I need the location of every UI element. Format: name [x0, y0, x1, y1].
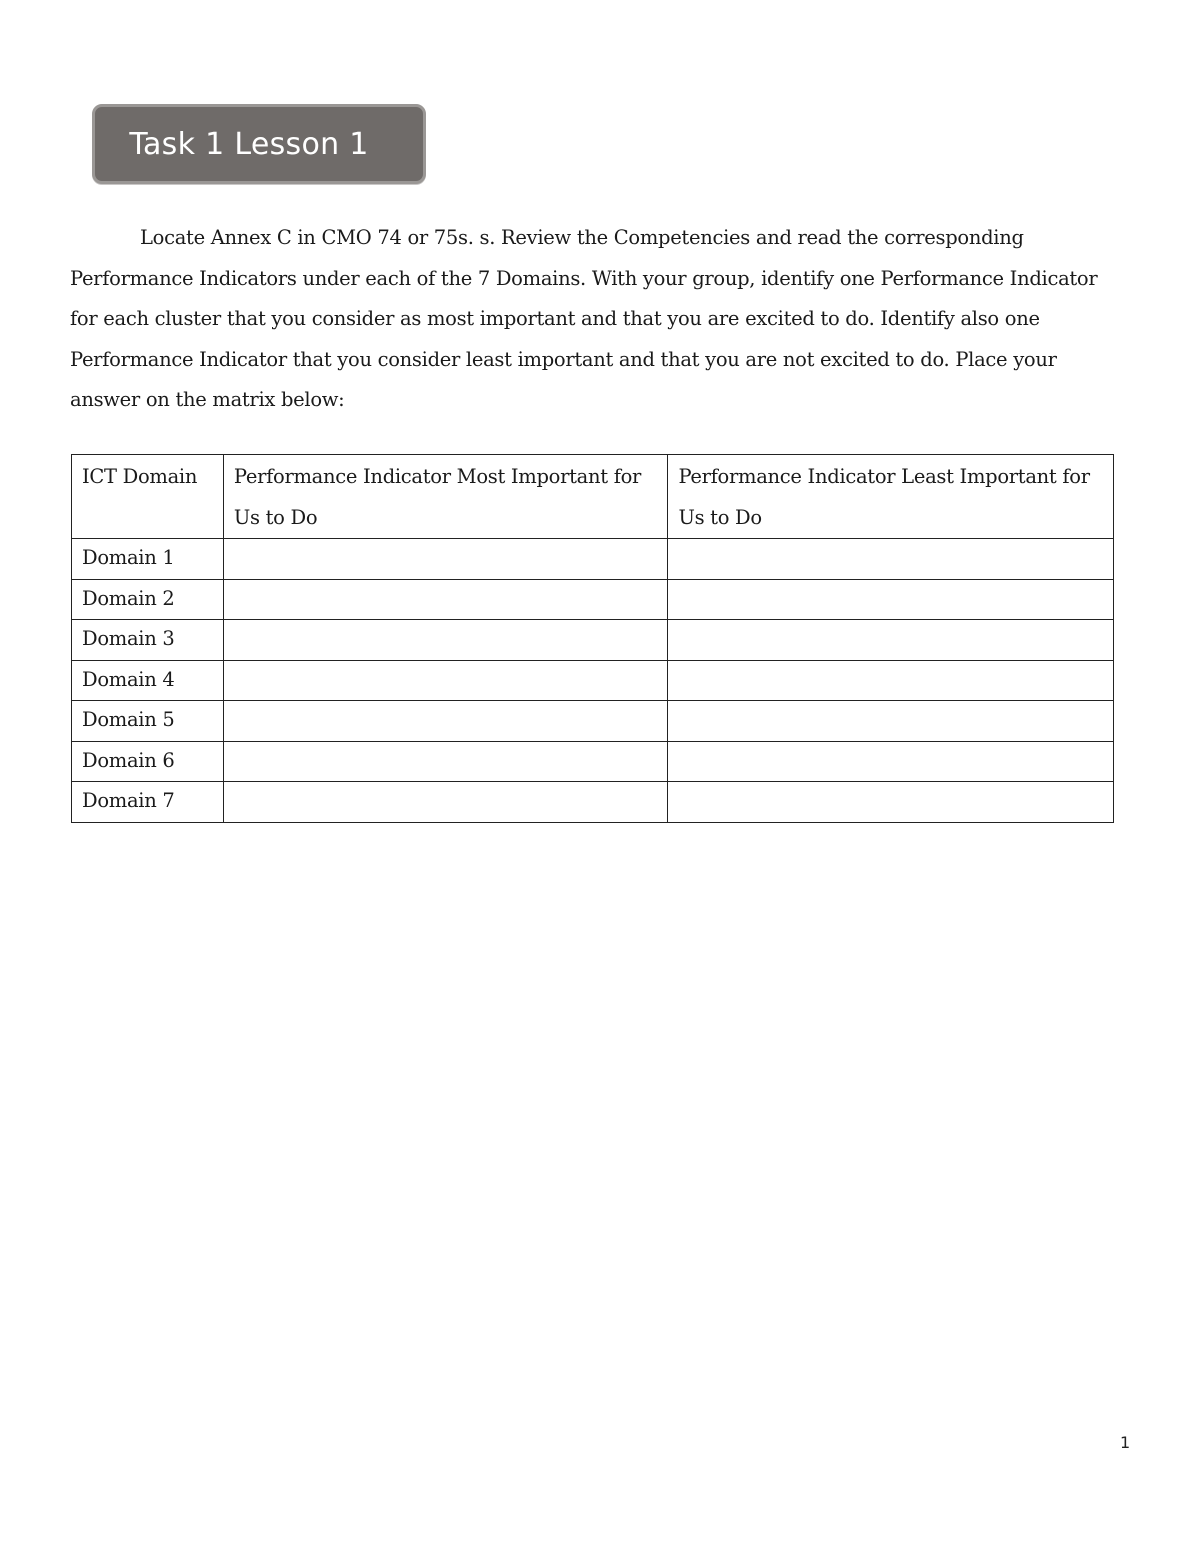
table-row: [72, 701, 1114, 742]
most-important-cell[interactable]: [223, 539, 668, 580]
header-most-important: Performance Indicator Most Important for Us to Do: [223, 455, 668, 539]
least-important-cell[interactable]: [668, 741, 1114, 782]
domain-label: Domain 7: [72, 782, 224, 823]
table-row: [72, 782, 1114, 823]
most-important-cell[interactable]: [223, 782, 668, 823]
task-title: Task 1 Lesson 1: [129, 126, 369, 162]
domain-label: Domain 1: [72, 539, 224, 580]
least-important-cell[interactable]: [668, 539, 1114, 580]
domain-label: Domain 2: [72, 579, 224, 620]
domain-label: Domain 5: [72, 701, 224, 742]
domain-label: Domain 3: [72, 620, 224, 661]
header-least-important: Performance Indicator Least Important for Us to Do: [668, 455, 1114, 539]
table-row: [72, 620, 1114, 661]
most-important-cell[interactable]: [223, 701, 668, 742]
performance-indicator-matrix: [71, 454, 1114, 823]
domain-label: Domain 6: [72, 741, 224, 782]
least-important-cell[interactable]: [668, 782, 1114, 823]
table-row: [72, 539, 1114, 580]
instructions-paragraph: Locate Annex C in CMO 74 or 75s. s. Review the Competencies and read the corresponding Performance Indicators under each of the 7 Domains. With your group, identify one Performance Indicator for each cluster that you consider as most important and that you are excited to do. Identify also one Performance Indicator that you consider least important and that you are not excited to do. Place your answer on the matrix below:: [70, 226, 1098, 411]
table-row: [72, 660, 1114, 701]
table-row: [72, 741, 1114, 782]
least-important-cell[interactable]: [668, 660, 1114, 701]
most-important-cell[interactable]: [223, 741, 668, 782]
most-important-cell[interactable]: [223, 660, 668, 701]
least-important-cell[interactable]: [668, 701, 1114, 742]
least-important-cell[interactable]: [668, 579, 1114, 620]
least-important-cell[interactable]: [668, 620, 1114, 661]
title-badge: [92, 104, 426, 184]
table-row: [72, 579, 1114, 620]
header-ict-domain: ICT Domain: [72, 455, 224, 539]
page-number: 1: [1120, 1433, 1131, 1452]
table-header-row: [72, 455, 1114, 539]
domain-label: Domain 4: [72, 660, 224, 701]
most-important-cell[interactable]: [223, 620, 668, 661]
most-important-cell[interactable]: [223, 579, 668, 620]
